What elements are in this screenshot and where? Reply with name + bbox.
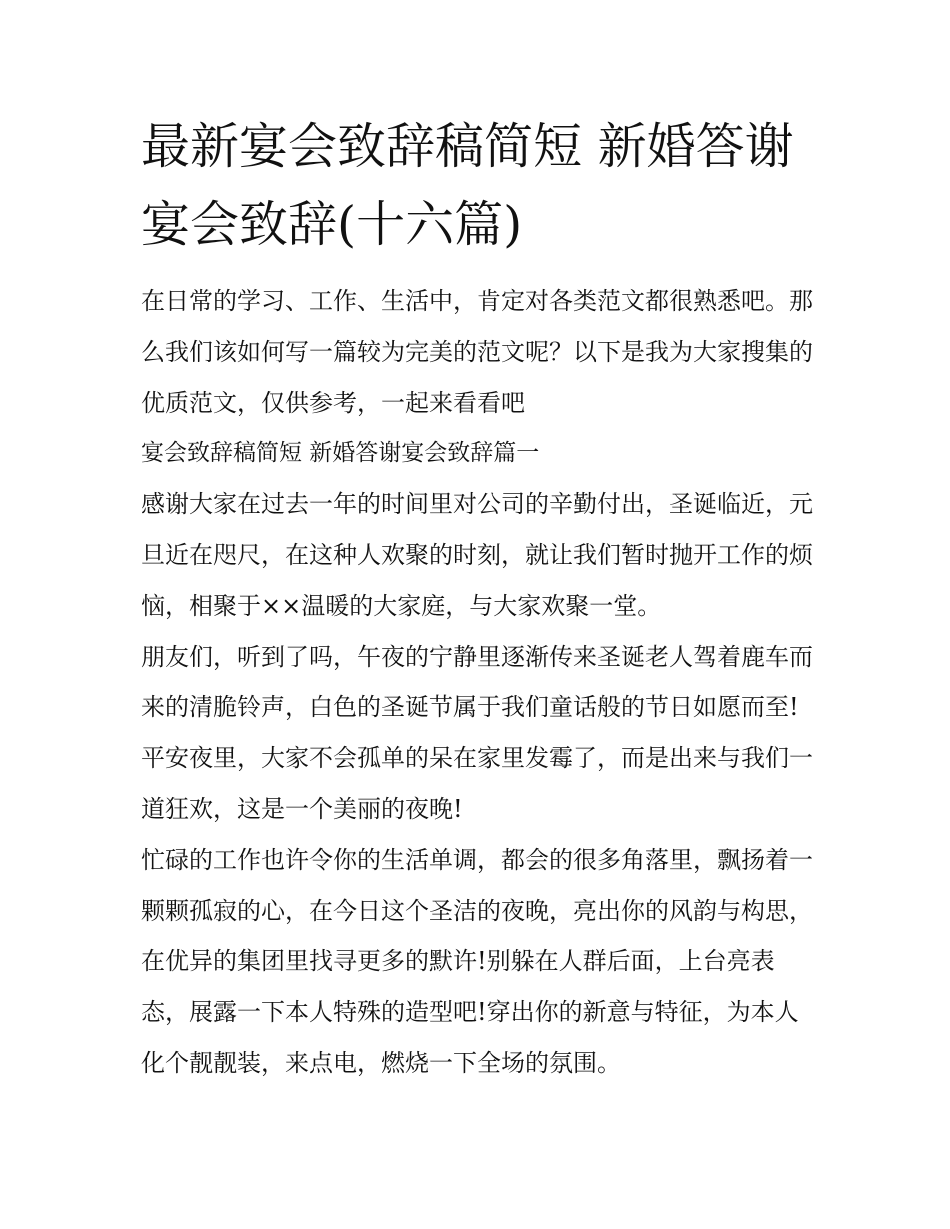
body-paragraph: 感谢大家在过去一年的时间里对公司的辛勤付出，圣诞临近，元旦近在咫尺，在这种人欢聚的时刻，就让我们暂时抛开工作的烦恼，相聚于××温暖的大家庭，与大家欢聚一堂。 [141, 490, 813, 620]
section-heading: 宴会致辞稿简短 新婚答谢宴会致辞篇一 [141, 440, 540, 467]
document-title: 最新宴会致辞稿简短 新婚答谢宴会致辞(十六篇) [141, 118, 794, 253]
intro-paragraph: 在日常的学习、工作、生活中，肯定对各类范文都很熟悉吧。那么我们该如何写一篇较为完美的范文呢？以下是我为大家搜集的优质范文，仅供参考，一起来看看吧 [141, 287, 813, 417]
body-paragraph: 朋友们，听到了吗，午夜的宁静里逐渐传来圣诞老人驾着鹿车而来的清脆铃声，白色的圣诞节属于我们童话般的节日如愿而至!平安夜里，大家不会孤单的呆在家里发霉了，而是出来与我们一道狂欢，这是一个美丽的夜晚! [141, 642, 813, 823]
document-body [141, 276, 821, 1089]
body-paragraph: 忙碌的工作也许令你的生活单调，都会的很多角落里，飘扬着一颗颗孤寂的心，在今日这个圣洁的夜晚，亮出你的风韵与构思，在优异的集团里找寻更多的默许!别躲在人群后面，上台亮表态，展露一下本人特殊的造型吧!穿出你的新意与特征，为本人化个靓靓装，来点电，燃烧一下全场的氛围。 [141, 845, 813, 1077]
